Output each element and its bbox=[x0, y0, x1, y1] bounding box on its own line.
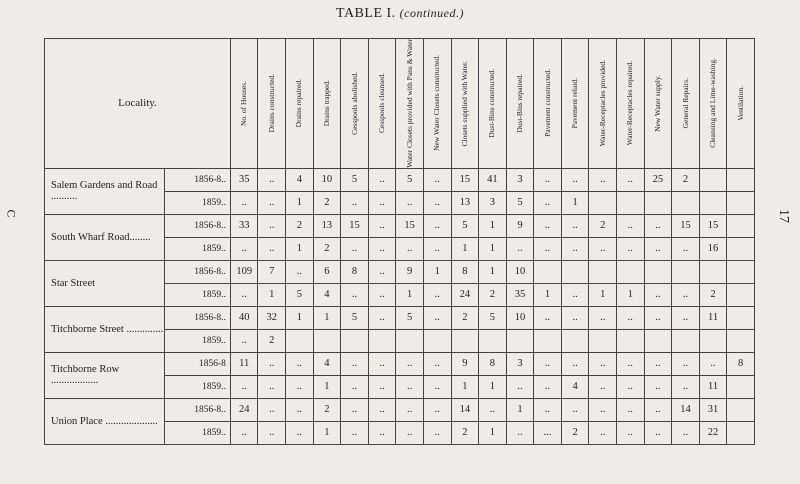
table-cell: 15 bbox=[396, 214, 424, 237]
table-cell: 16 bbox=[699, 237, 727, 260]
table-cell: 1 bbox=[396, 283, 424, 306]
table-cell bbox=[672, 191, 700, 214]
column-header-label: Water-Receptacles repaired. bbox=[625, 61, 635, 146]
table-cell: .. bbox=[423, 283, 451, 306]
table-cell: 6 bbox=[313, 260, 341, 283]
table-cell: .. bbox=[396, 237, 424, 260]
table-cell: 3 bbox=[506, 352, 534, 375]
table-cell: 3 bbox=[506, 168, 534, 191]
column-header bbox=[368, 39, 396, 169]
table-cell: 8 bbox=[727, 352, 755, 375]
column-header-label: Water-Receptacles provided. bbox=[597, 60, 607, 147]
table-cell: .. bbox=[672, 352, 700, 375]
column-header bbox=[396, 39, 424, 169]
table-cell bbox=[644, 260, 672, 283]
table-cell: .. bbox=[258, 421, 286, 444]
period-label: 1859.. bbox=[164, 329, 230, 352]
table-cell: .. bbox=[230, 375, 258, 398]
column-header-label: Drains repaired. bbox=[294, 79, 304, 128]
table-cell: 2 bbox=[258, 329, 286, 352]
table-cell: .. bbox=[423, 306, 451, 329]
table-title-continued: (continued.) bbox=[399, 6, 464, 20]
column-header bbox=[561, 39, 589, 169]
period-label: 1856-8 bbox=[164, 352, 230, 375]
column-header-label: Closets supplied with Water. bbox=[459, 60, 469, 147]
table-cell: .. bbox=[644, 398, 672, 421]
table-cell: .. bbox=[396, 191, 424, 214]
table-cell: 1 bbox=[479, 260, 507, 283]
table-cell: 13 bbox=[313, 214, 341, 237]
table-cell: 11 bbox=[699, 306, 727, 329]
table-cell: .. bbox=[230, 237, 258, 260]
table-cell: .. bbox=[534, 191, 562, 214]
column-header-label: Water Closets provided with Pans & Water bbox=[404, 39, 414, 168]
column-header bbox=[534, 39, 562, 169]
table-cell bbox=[699, 168, 727, 191]
table-cell bbox=[644, 329, 672, 352]
table-cell: 10 bbox=[313, 168, 341, 191]
column-header bbox=[617, 39, 645, 169]
table-cell: .. bbox=[561, 352, 589, 375]
table-cell: 11 bbox=[699, 375, 727, 398]
table-cell: 35 bbox=[506, 283, 534, 306]
table-cell: .. bbox=[368, 352, 396, 375]
table-cell: .. bbox=[258, 375, 286, 398]
table-cell: 2 bbox=[286, 214, 314, 237]
table-cell: .. bbox=[506, 375, 534, 398]
table-cell: .. bbox=[617, 352, 645, 375]
table-cell: .. bbox=[368, 306, 396, 329]
table-cell bbox=[699, 191, 727, 214]
table-cell: .. bbox=[396, 352, 424, 375]
table-cell: 25 bbox=[644, 168, 672, 191]
table-cell: 2 bbox=[313, 237, 341, 260]
column-header-label: Dust-Bins constructed. bbox=[487, 68, 497, 138]
table-cell: ... bbox=[534, 421, 562, 444]
table-cell: 2 bbox=[313, 398, 341, 421]
period-label: 1856-8.. bbox=[164, 306, 230, 329]
table-cell: .. bbox=[672, 375, 700, 398]
table-cell: 1 bbox=[589, 283, 617, 306]
table-cell bbox=[396, 329, 424, 352]
table-cell: 40 bbox=[230, 306, 258, 329]
table-cell: .. bbox=[286, 260, 314, 283]
table-cell: .. bbox=[534, 306, 562, 329]
table-cell: 109 bbox=[230, 260, 258, 283]
period-label: 1859.. bbox=[164, 375, 230, 398]
table-cell: .. bbox=[561, 398, 589, 421]
table-cell: 1 bbox=[451, 375, 479, 398]
table-cell: .. bbox=[423, 237, 451, 260]
table-cell: .. bbox=[589, 421, 617, 444]
table-cell: .. bbox=[617, 237, 645, 260]
table-cell: .. bbox=[561, 306, 589, 329]
table-cell: .. bbox=[258, 398, 286, 421]
table-cell: 1 bbox=[617, 283, 645, 306]
table-cell: 2 bbox=[313, 191, 341, 214]
table-cell: .. bbox=[672, 306, 700, 329]
table-cell bbox=[313, 329, 341, 352]
locality-header: Locality. bbox=[45, 39, 231, 169]
period-label: 1859.. bbox=[164, 237, 230, 260]
table-cell bbox=[727, 191, 755, 214]
table-title bbox=[0, 6, 800, 22]
column-header bbox=[672, 39, 700, 169]
table-cell: .. bbox=[423, 168, 451, 191]
table-cell: .. bbox=[699, 352, 727, 375]
table-cell: 9 bbox=[506, 214, 534, 237]
table-cell: .. bbox=[534, 168, 562, 191]
table-cell: 15 bbox=[451, 168, 479, 191]
table-cell: 15 bbox=[672, 214, 700, 237]
table-cell bbox=[589, 191, 617, 214]
period-label: 1856-8.. bbox=[164, 214, 230, 237]
table-cell: 1 bbox=[286, 306, 314, 329]
table-cell: 1 bbox=[479, 237, 507, 260]
table-cell: .. bbox=[423, 375, 451, 398]
table-cell: 10 bbox=[506, 260, 534, 283]
table-cell: 13 bbox=[451, 191, 479, 214]
table-cell: 2 bbox=[451, 306, 479, 329]
table-cell: 1 bbox=[479, 214, 507, 237]
table-cell: .. bbox=[561, 283, 589, 306]
column-header-label: No. of Houses. bbox=[239, 80, 249, 126]
table-cell bbox=[699, 329, 727, 352]
table-cell bbox=[534, 329, 562, 352]
table-cell: 41 bbox=[479, 168, 507, 191]
table-cell: 7 bbox=[258, 260, 286, 283]
table-cell: 4 bbox=[561, 375, 589, 398]
table-cell: 1 bbox=[286, 237, 314, 260]
table-cell bbox=[727, 214, 755, 237]
column-header-label: New Water Closets constructed. bbox=[432, 55, 442, 152]
table-cell: .. bbox=[561, 237, 589, 260]
table-cell bbox=[617, 191, 645, 214]
column-header bbox=[230, 39, 258, 169]
column-header bbox=[727, 39, 755, 169]
locality-name: Star Street bbox=[45, 260, 165, 306]
margin-letter: C bbox=[4, 209, 19, 218]
table-cell: .. bbox=[341, 283, 369, 306]
table-cell: 1 bbox=[313, 375, 341, 398]
locality-name: Salem Gardens and Road .......... bbox=[45, 168, 165, 214]
table-cell: .. bbox=[286, 375, 314, 398]
table-cell: .. bbox=[589, 352, 617, 375]
table-cell: .. bbox=[644, 237, 672, 260]
table-cell bbox=[727, 237, 755, 260]
table-cell: 2 bbox=[479, 283, 507, 306]
table-cell: 1 bbox=[506, 398, 534, 421]
table-cell: 1 bbox=[258, 283, 286, 306]
table-cell: 1 bbox=[451, 237, 479, 260]
column-header bbox=[479, 39, 507, 169]
table-cell: 2 bbox=[561, 421, 589, 444]
table-cell: .. bbox=[644, 214, 672, 237]
table-cell: .. bbox=[258, 214, 286, 237]
table-cell: .. bbox=[672, 237, 700, 260]
table-cell: .. bbox=[617, 375, 645, 398]
table-cell bbox=[727, 421, 755, 444]
table-cell: .. bbox=[672, 283, 700, 306]
table-cell bbox=[617, 329, 645, 352]
table-row bbox=[45, 214, 755, 237]
period-label: 1859.. bbox=[164, 421, 230, 444]
table-cell: 31 bbox=[699, 398, 727, 421]
table-cell bbox=[561, 329, 589, 352]
table-cell: .. bbox=[341, 237, 369, 260]
table-cell: .. bbox=[341, 191, 369, 214]
table-cell: 5 bbox=[286, 283, 314, 306]
table-cell: .. bbox=[368, 191, 396, 214]
table-cell: 1 bbox=[313, 421, 341, 444]
table-cell: .. bbox=[230, 283, 258, 306]
table-cell: .. bbox=[617, 306, 645, 329]
table-cell: 1 bbox=[286, 191, 314, 214]
column-header bbox=[258, 39, 286, 169]
table-cell: 1 bbox=[313, 306, 341, 329]
table-cell: .. bbox=[368, 214, 396, 237]
table-cell: 5 bbox=[396, 306, 424, 329]
table-cell: 35 bbox=[230, 168, 258, 191]
table-cell: 5 bbox=[396, 168, 424, 191]
column-header-label: Pavement constructed. bbox=[542, 69, 552, 138]
table-cell: 14 bbox=[672, 398, 700, 421]
table-cell: .. bbox=[617, 214, 645, 237]
column-header bbox=[699, 39, 727, 169]
table-cell bbox=[727, 306, 755, 329]
table-cell: 2 bbox=[699, 283, 727, 306]
table-cell bbox=[341, 329, 369, 352]
table-title-main: TABLE I. bbox=[336, 6, 396, 21]
column-header-label: New Water supply. bbox=[652, 74, 662, 132]
table-cell: 15 bbox=[341, 214, 369, 237]
table-cell: .. bbox=[589, 306, 617, 329]
locality-name: South Wharf Road........ bbox=[45, 214, 165, 260]
table-cell bbox=[286, 329, 314, 352]
table-cell bbox=[672, 260, 700, 283]
table-cell: 5 bbox=[506, 191, 534, 214]
table-cell bbox=[589, 329, 617, 352]
table-cell: 5 bbox=[341, 168, 369, 191]
table-cell: 5 bbox=[479, 306, 507, 329]
table-cell: .. bbox=[368, 283, 396, 306]
table-cell: 1 bbox=[561, 191, 589, 214]
table-cell: .. bbox=[396, 421, 424, 444]
column-header-label: Ventilation. bbox=[735, 85, 745, 121]
table-cell: .. bbox=[644, 352, 672, 375]
table-cell bbox=[451, 329, 479, 352]
table-cell: .. bbox=[617, 398, 645, 421]
table-cell: 1 bbox=[423, 260, 451, 283]
table-cell: .. bbox=[617, 421, 645, 444]
sanitary-works-table bbox=[44, 38, 755, 445]
table-cell: .. bbox=[368, 168, 396, 191]
table-cell: .. bbox=[589, 398, 617, 421]
table-cell: .. bbox=[341, 398, 369, 421]
table-cell: 9 bbox=[396, 260, 424, 283]
table-cell: .. bbox=[341, 421, 369, 444]
table-cell: 4 bbox=[313, 352, 341, 375]
table-cell: 4 bbox=[313, 283, 341, 306]
table-cell: .. bbox=[258, 168, 286, 191]
table-cell: .. bbox=[286, 352, 314, 375]
table-cell: .. bbox=[423, 352, 451, 375]
table-cell: .. bbox=[423, 421, 451, 444]
table-cell: 3 bbox=[479, 191, 507, 214]
table-cell bbox=[617, 260, 645, 283]
column-header-label: Drains trapped. bbox=[321, 80, 331, 127]
table-cell: .. bbox=[534, 237, 562, 260]
table-cell: .. bbox=[644, 375, 672, 398]
table-cell: .. bbox=[534, 214, 562, 237]
table-cell: 5 bbox=[451, 214, 479, 237]
table-cell: .. bbox=[368, 237, 396, 260]
table-cell bbox=[727, 283, 755, 306]
table-cell: .. bbox=[617, 168, 645, 191]
table-cell: .. bbox=[341, 375, 369, 398]
table-cell: .. bbox=[368, 421, 396, 444]
table-cell: 1 bbox=[479, 375, 507, 398]
table-row bbox=[45, 260, 755, 283]
table-cell: .. bbox=[368, 375, 396, 398]
table-row bbox=[45, 398, 755, 421]
table-cell: .. bbox=[506, 237, 534, 260]
period-label: 1856-8.. bbox=[164, 398, 230, 421]
table-cell: .. bbox=[286, 398, 314, 421]
table-cell: .. bbox=[479, 398, 507, 421]
table-cell bbox=[727, 398, 755, 421]
table-cell: 8 bbox=[451, 260, 479, 283]
table-cell bbox=[479, 329, 507, 352]
locality-name: Titchborne Street .............. bbox=[45, 306, 165, 352]
table-cell: .. bbox=[589, 237, 617, 260]
table-cell: .. bbox=[258, 191, 286, 214]
table-cell: .. bbox=[230, 191, 258, 214]
table-cell bbox=[727, 375, 755, 398]
table-cell: 1 bbox=[534, 283, 562, 306]
table-cell bbox=[699, 260, 727, 283]
table-cell: .. bbox=[589, 168, 617, 191]
table-cell: 5 bbox=[341, 306, 369, 329]
table-cell: .. bbox=[230, 421, 258, 444]
table-cell: 22 bbox=[699, 421, 727, 444]
table-cell: .. bbox=[368, 260, 396, 283]
table-cell: .. bbox=[258, 237, 286, 260]
table-cell: .. bbox=[286, 421, 314, 444]
table-cell bbox=[727, 168, 755, 191]
table-cell: .. bbox=[534, 375, 562, 398]
column-header bbox=[451, 39, 479, 169]
table-cell: .. bbox=[396, 375, 424, 398]
table-row bbox=[45, 352, 755, 375]
column-header bbox=[589, 39, 617, 169]
table-cell bbox=[368, 329, 396, 352]
table-cell: 10 bbox=[506, 306, 534, 329]
column-header-label: Dust-Bins repaired. bbox=[515, 73, 525, 133]
table-cell: 15 bbox=[699, 214, 727, 237]
period-label: 1856-8.. bbox=[164, 168, 230, 191]
table-cell: .. bbox=[644, 283, 672, 306]
table-cell: .. bbox=[644, 306, 672, 329]
table-cell: 2 bbox=[451, 421, 479, 444]
table-cell: .. bbox=[423, 191, 451, 214]
table-cell: 33 bbox=[230, 214, 258, 237]
column-header bbox=[423, 39, 451, 169]
table-cell: .. bbox=[423, 214, 451, 237]
table-cell: 2 bbox=[589, 214, 617, 237]
table-cell: .. bbox=[534, 352, 562, 375]
table-row bbox=[45, 168, 755, 191]
table-cell: 24 bbox=[230, 398, 258, 421]
column-header bbox=[286, 39, 314, 169]
table-cell: 8 bbox=[479, 352, 507, 375]
table-cell: .. bbox=[258, 352, 286, 375]
column-header bbox=[644, 39, 672, 169]
table-cell: .. bbox=[506, 421, 534, 444]
period-label: 1859.. bbox=[164, 283, 230, 306]
table-row bbox=[45, 306, 755, 329]
table-cell: 2 bbox=[672, 168, 700, 191]
table-cell bbox=[727, 260, 755, 283]
table-cell: 9 bbox=[451, 352, 479, 375]
table-cell: .. bbox=[534, 398, 562, 421]
table-cell bbox=[506, 329, 534, 352]
column-header-label: Cleansing and Lime-washing. bbox=[708, 58, 718, 149]
table-cell: 24 bbox=[451, 283, 479, 306]
table-cell: .. bbox=[589, 375, 617, 398]
table-cell: 4 bbox=[286, 168, 314, 191]
table-cell: .. bbox=[341, 352, 369, 375]
column-header bbox=[313, 39, 341, 169]
column-header bbox=[341, 39, 369, 169]
table-cell bbox=[589, 260, 617, 283]
table-cell: .. bbox=[561, 168, 589, 191]
table-cell: .. bbox=[230, 329, 258, 352]
column-header bbox=[506, 39, 534, 169]
table-cell: .. bbox=[644, 421, 672, 444]
table-cell: .. bbox=[423, 398, 451, 421]
table-cell bbox=[561, 260, 589, 283]
table-cell: .. bbox=[396, 398, 424, 421]
table-cell bbox=[672, 329, 700, 352]
table-cell bbox=[534, 260, 562, 283]
column-header-label: Cesspools cleansed. bbox=[377, 73, 387, 134]
table-cell bbox=[727, 329, 755, 352]
period-label: 1859.. bbox=[164, 191, 230, 214]
table-cell: .. bbox=[561, 214, 589, 237]
locality-name: Titchborne Row .................. bbox=[45, 352, 165, 398]
table-cell: .. bbox=[368, 398, 396, 421]
table-cell: 8 bbox=[341, 260, 369, 283]
locality-name: Union Place .................... bbox=[45, 398, 165, 444]
table-cell: 14 bbox=[451, 398, 479, 421]
column-header-label: General Repairs. bbox=[680, 78, 690, 129]
table-cell: 11 bbox=[230, 352, 258, 375]
page-number: 17 bbox=[776, 209, 791, 223]
table-cell: 32 bbox=[258, 306, 286, 329]
column-header-label: Drains constructed. bbox=[266, 74, 276, 133]
table-cell bbox=[423, 329, 451, 352]
period-label: 1856-8.. bbox=[164, 260, 230, 283]
table-cell: 1 bbox=[479, 421, 507, 444]
column-header-label: Pavement relaid. bbox=[570, 78, 580, 129]
table-cell bbox=[644, 191, 672, 214]
table-cell: .. bbox=[672, 421, 700, 444]
column-header-label: Cesspools abolished. bbox=[349, 71, 359, 135]
